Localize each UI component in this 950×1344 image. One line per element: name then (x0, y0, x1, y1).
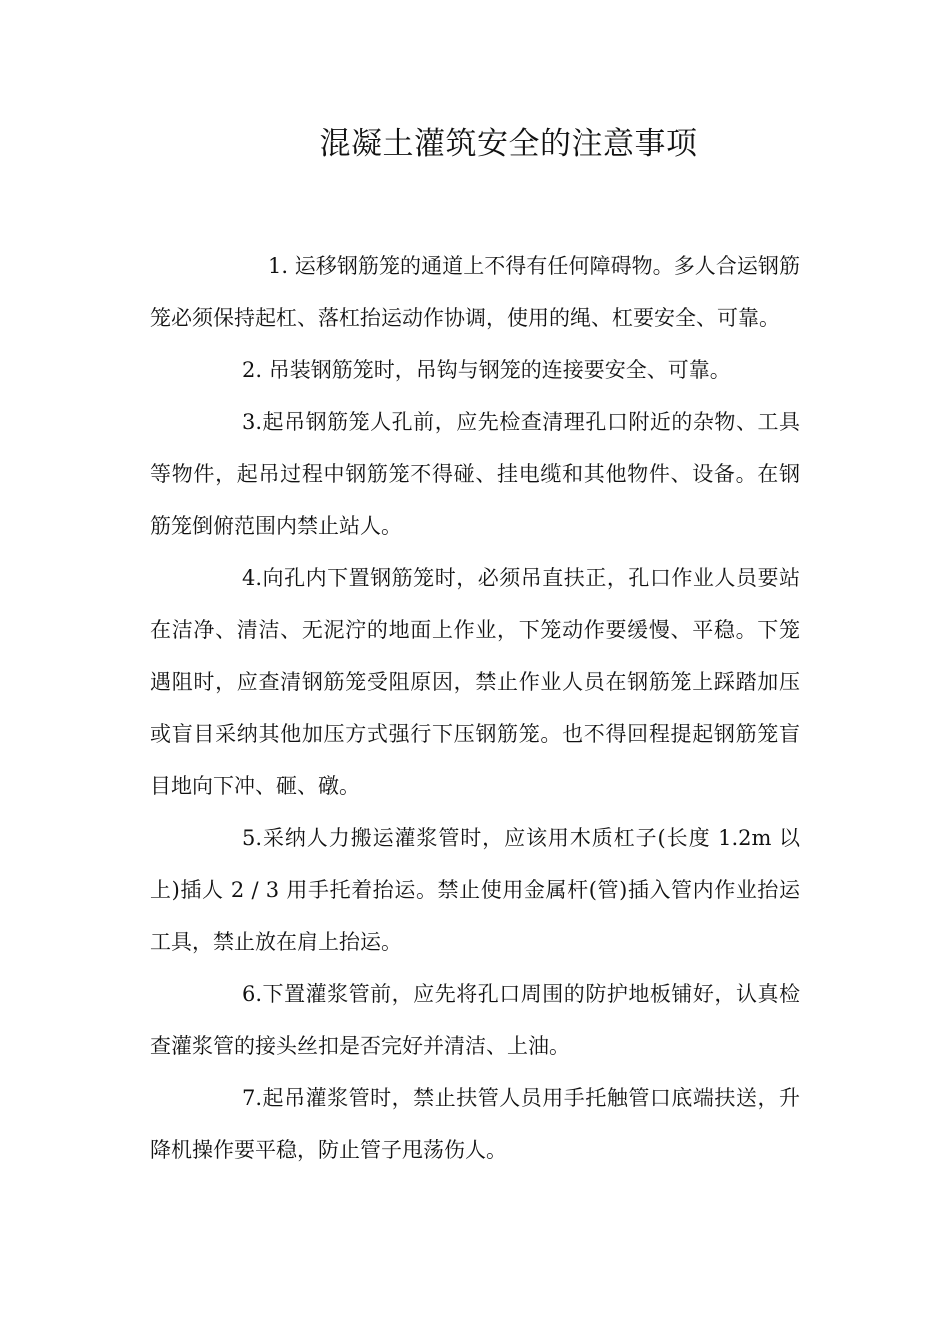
paragraph-4: 4.向孔内下置钢筋笼时，必须吊直扶正，孔口作业人员要站在洁净、清洁、无泥泞的地面上作业，下笼动作要缓慢、平稳。下笼遇阻时，应查清钢筋笼受阻原因，禁止作业人员在钢筋笼上踩踏加压或盲目采纳其他加压方式强行下压钢筋笼。也不得回程提起钢筋笼盲目地向下冲、砸、礅。 (150, 566, 800, 798)
document-title: 混凝土灌筑安全的注意事项 (319, 126, 698, 162)
paragraph-3: 3.起吊钢筋笼人孔前，应先检查清理孔口附近的杂物、工具等物件，起吊过程中钢筋笼不得碰、挂电缆和其他物件、设备。在钢筋笼倒俯范围内禁止站人。 (150, 410, 800, 538)
paragraph-2: 2. 吊装钢筋笼时，吊钩与钢笼的连接要安全、可靠。 (242, 358, 731, 382)
document-body (150, 240, 800, 1176)
paragraph-7: 7.起吊灌浆管时，禁止扶管人员用手托触管口底端扶送，升降机操作要平稳，防止管子甩荡伤人。 (150, 1086, 800, 1162)
paragraph-6: 6.下置灌浆管前，应先将孔口周围的防护地板铺好，认真检查灌浆管的接头丝扣是否完好并清洁、上油。 (150, 982, 800, 1058)
paragraph-1: 1. 运移钢筋笼的通道上不得有任何障碍物。多人合运钢筋笼必须保持起杠、落杠抬运动作协调，使用的绳、杠要安全、可靠。 (150, 254, 800, 330)
paragraph-5: 5.采纳人力搬运灌浆管时，应该用木质杠子(长度 1.2m 以上)插人 2 / 3 用手托着抬运。禁止使用金属杆(管)插入管内作业抬运工具，禁止放在肩上抬运。 (150, 826, 800, 954)
